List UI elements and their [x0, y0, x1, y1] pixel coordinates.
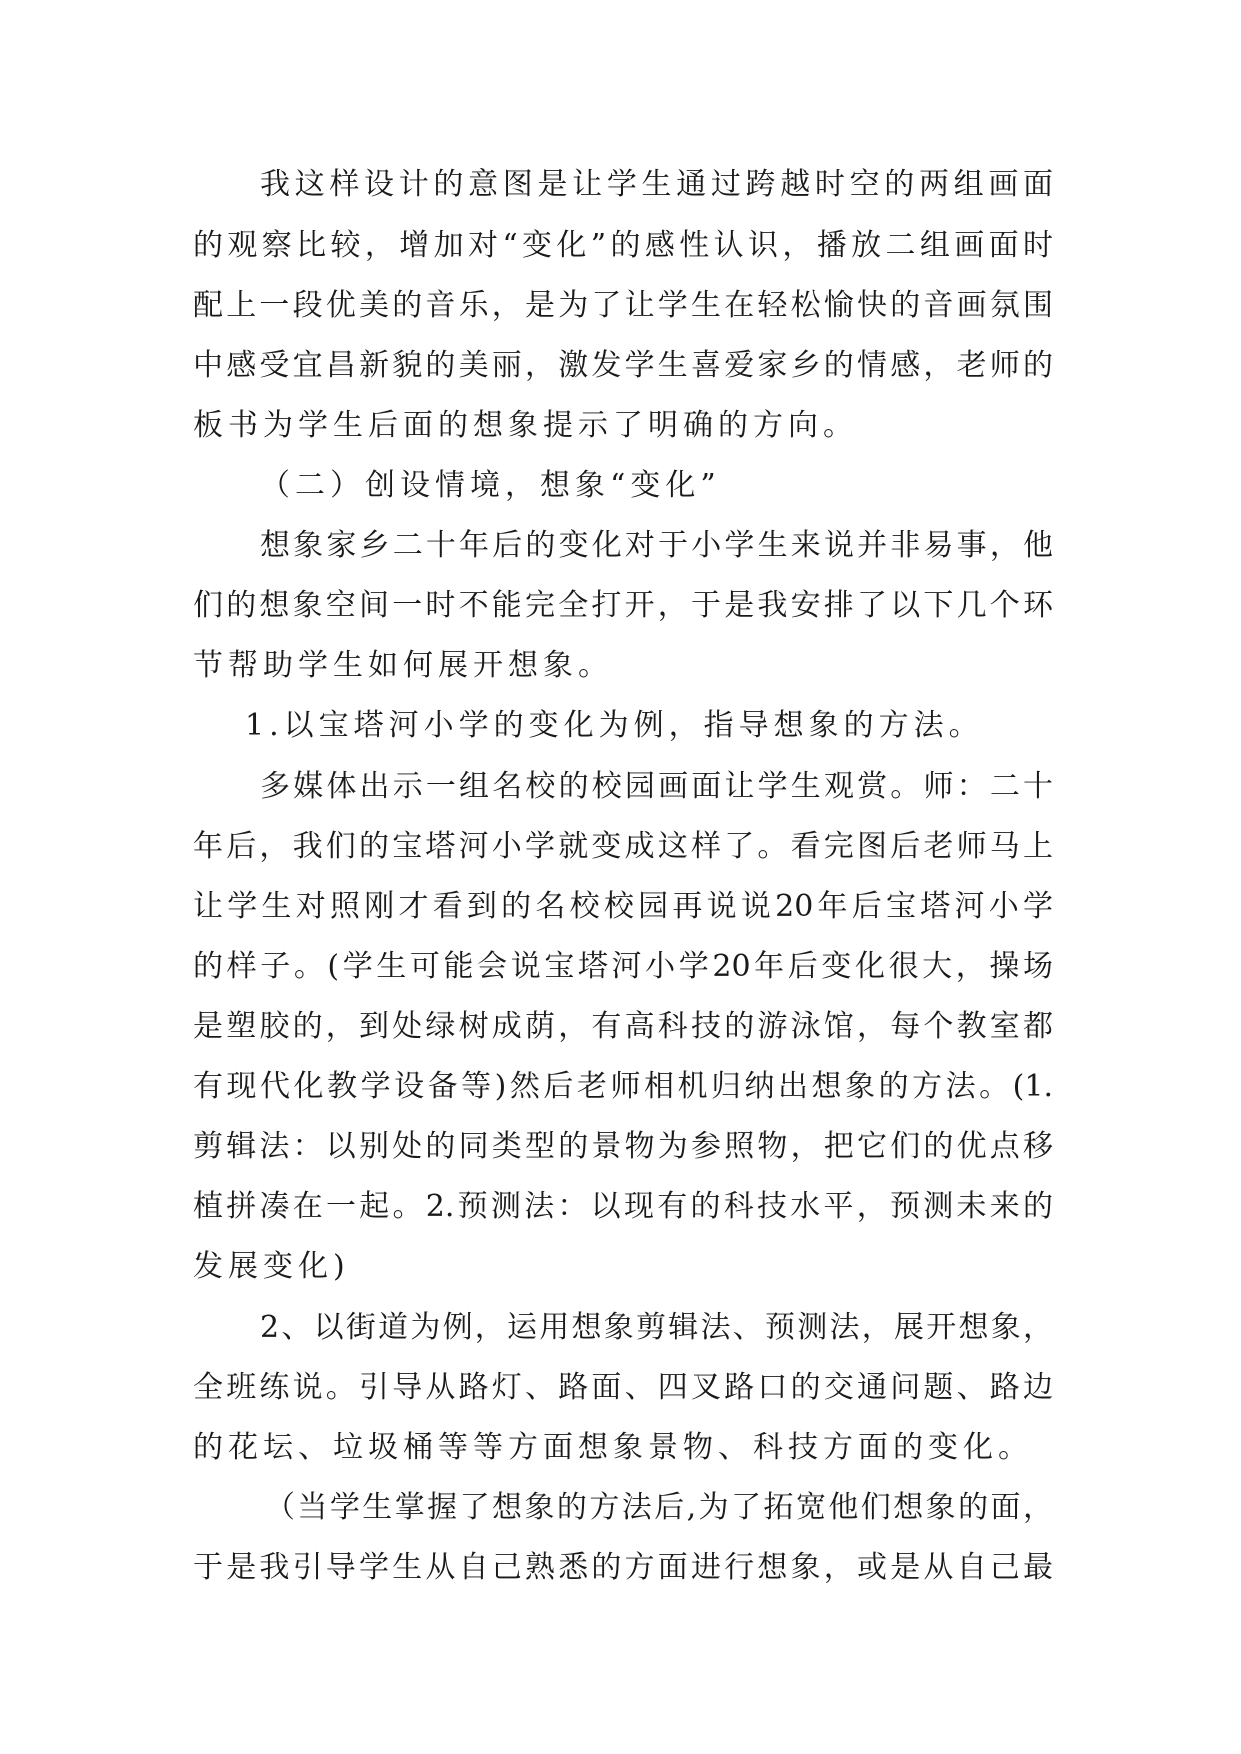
paragraph-line: 想象家乡二十年后的变化对于小学生来说并非易事，他 — [260, 528, 1053, 563]
paragraph-line: 年后，我们的宝塔河小学就变成这样了。看完图后老师马上 — [193, 829, 1053, 864]
paragraph-line: 让学生对照刚才看到的名校校园再说说20年后宝塔河小学 — [193, 889, 1053, 924]
paragraph-line: 们的想象空间一时不能完全打开，于是我安排了以下几个环 — [193, 588, 1053, 623]
paragraph-line: （当学生掌握了想象的方法后,为了拓宽他们想象的面， — [265, 1490, 1053, 1525]
paragraph-line: 于是我引导学生从自己熟悉的方面进行想象，或是从自己最 — [193, 1550, 1053, 1585]
numbered-item: 2、以街道为例，运用想象剪辑法、预测法，展开想象， — [260, 1310, 1053, 1345]
paragraph-line: 的样子。(学生可能会说宝塔河小学20年后变化很大，操场 — [193, 949, 1053, 984]
paragraph-line: 是塑胶的，到处绿树成荫，有高科技的游泳馆，每个教室都 — [193, 1009, 1053, 1044]
paragraph-line: 中感受宜昌新貌的美丽，激发学生喜爱家乡的情感，老师的 — [193, 348, 1053, 383]
paragraph-line: 植拼凑在一起。2.预测法：以现有的科技水平，预测未来的 — [193, 1189, 1053, 1224]
paragraph-line: 的花坛、垃圾桶等等方面想象景物、科技方面的变化。 — [193, 1430, 1033, 1465]
section-heading: （二）创设情境，想象“变化” — [260, 468, 721, 503]
paragraph-line: 的观察比较，增加对“变化”的感性认识，播放二组画面时 — [193, 228, 1053, 263]
paragraph-line: 发展变化) — [193, 1249, 350, 1284]
paragraph-line: 剪辑法：以别处的同类型的景物为参照物，把它们的优点移 — [193, 1129, 1053, 1164]
paragraph-line: 多媒体出示一组名校的校园画面让学生观赏。师：二十 — [260, 769, 1053, 804]
paragraph-line: 有现代化教学设备等)然后老师相机归纳出想象的方法。(1. — [193, 1069, 1053, 1104]
paragraph-line: 节帮助学生如何展开想象。 — [193, 648, 613, 683]
paragraph-line: 配上一段优美的音乐，是为了让学生在轻松愉快的音画氛围 — [193, 288, 1053, 323]
numbered-item: 1.以宝塔河小学的变化为例，指导想象的方法。 — [245, 708, 984, 743]
paragraph-line: 我这样设计的意图是让学生通过跨越时空的两组画面 — [260, 167, 1053, 202]
paragraph-line: 板书为学生后面的想象提示了明确的方向。 — [193, 408, 858, 443]
paragraph-line: 全班练说。引导从路灯、路面、四叉路口的交通问题、路边 — [193, 1370, 1053, 1405]
